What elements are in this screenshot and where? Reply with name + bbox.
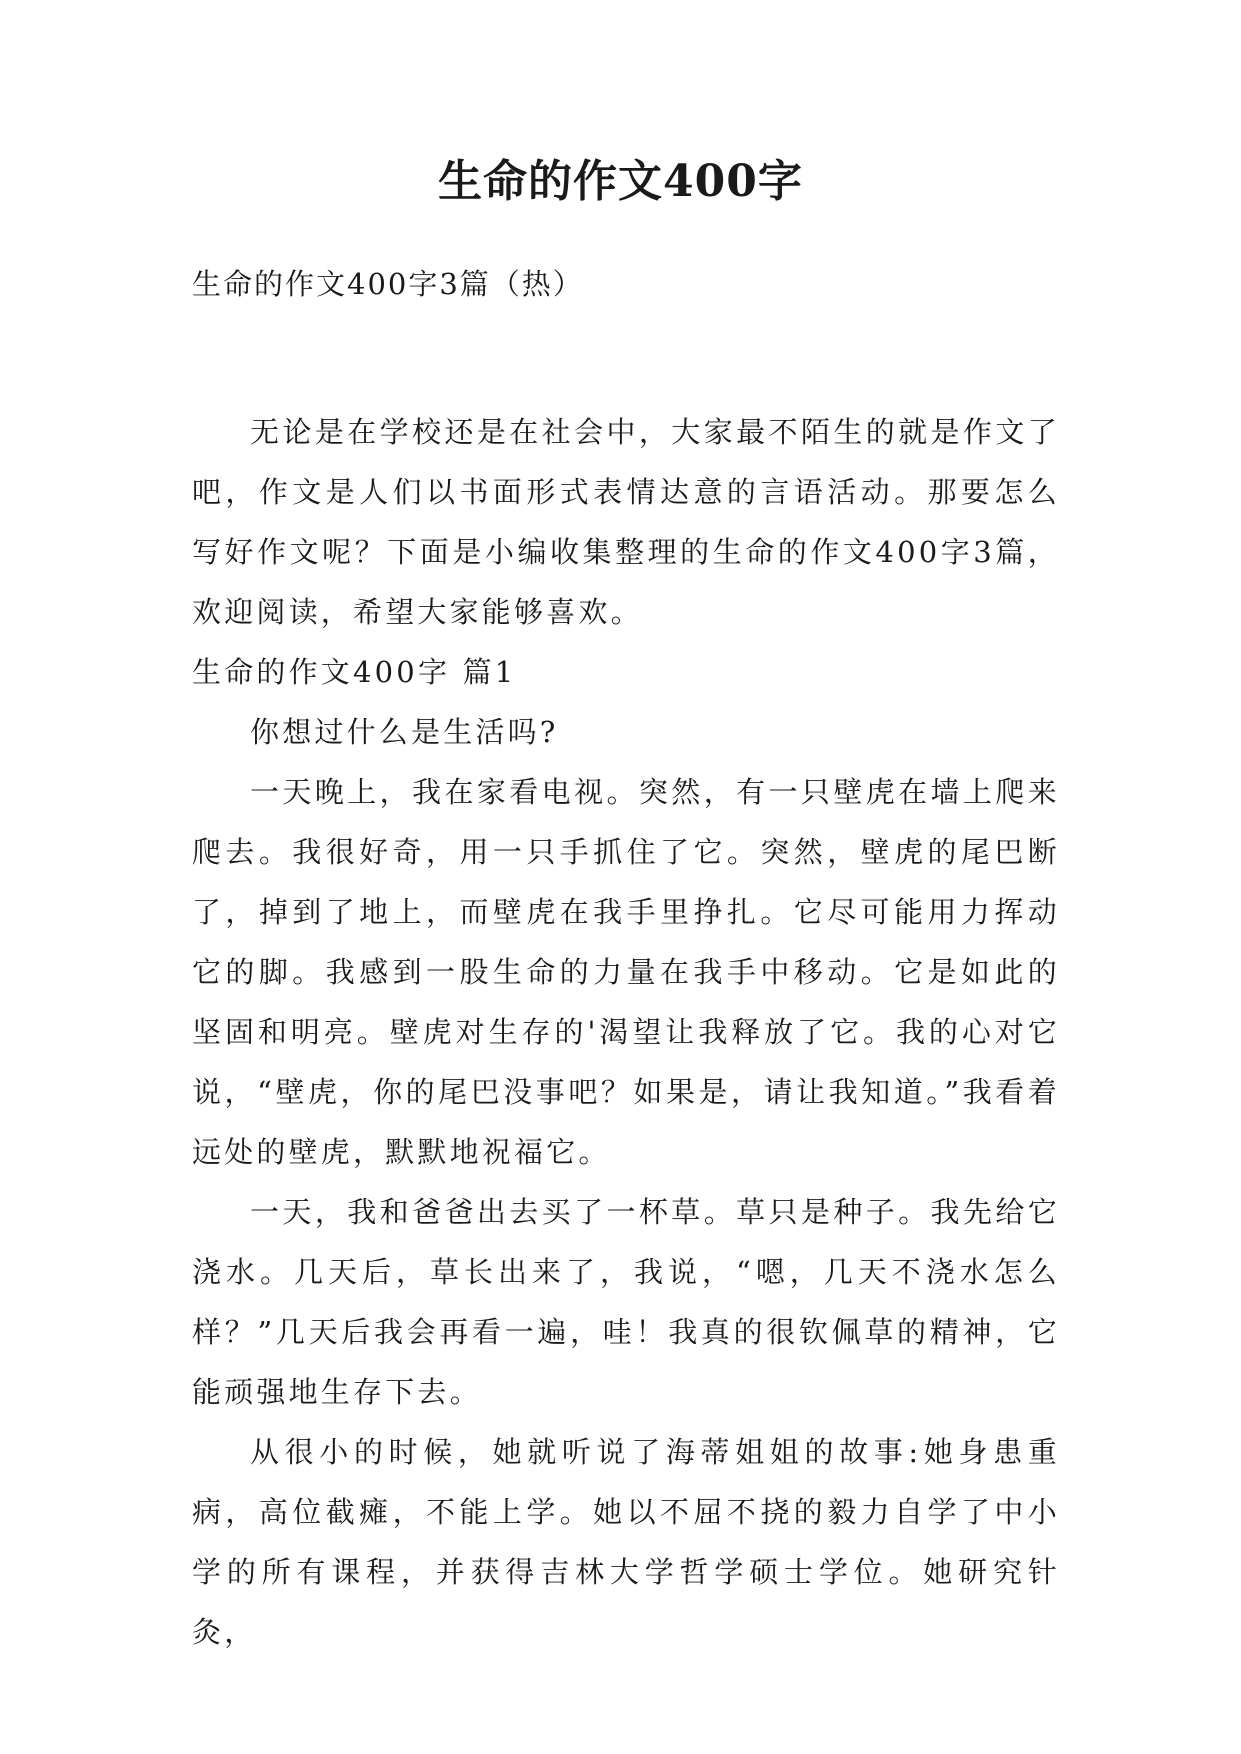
section-heading: 生命的作文400字 篇1 [192,655,517,689]
body-paragraph: 一天晚上，我在家看电视。突然，有一只壁虎在墙上爬来爬去。我很好奇，用一只手抓住了它。突然，壁虎的尾巴断了，掉到了地上，而壁虎在我手里挣扎。它尽可能用力挥动它的脚。我感到一股生命的力量在我手中移动。它是如此的坚固和明亮。壁虎对生存的'渴望让我释放了它。我的心对它说，“壁虎，你的尾巴没事吧？如果是，请让我知道。”我看着远处的壁虎，默默地祝福它。 [192,775,1060,1169]
document-body [192,402,1060,1662]
body-paragraph: 一天，我和爸爸出去买了一杯草。草只是种子。我先给它浇水。几天后，草长出来了，我说，“嗯，几天不浇水怎么样？”几天后我会再看一遍，哇！我真的很钦佩草的精神，它能顽强地生存下去。 [192,1195,1060,1409]
intro-paragraph: 无论是在学校还是在社会中，大家最不陌生的就是作文了吧，作文是人们以书面形式表情达意的言语活动。那要怎么写好作文呢？下面是小编收集整理的生命的作文400字3篇，欢迎阅读，希望大家能够喜欢。 [192,415,1060,629]
body-paragraph: 从很小的时候，她就听说了海蒂姐姐的故事:她身患重病，高位截瘫，不能上学。她以不屈不挠的毅力自学了中小学的所有课程，并获得吉林大学哲学硕士学位。她研究针灸， [192,1435,1060,1649]
document-subtitle: 生命的作文400字3篇（热） [192,267,584,301]
document-title: 生命的作文400字 [438,156,803,207]
body-paragraph: 你想过什么是生活吗? [250,715,559,749]
